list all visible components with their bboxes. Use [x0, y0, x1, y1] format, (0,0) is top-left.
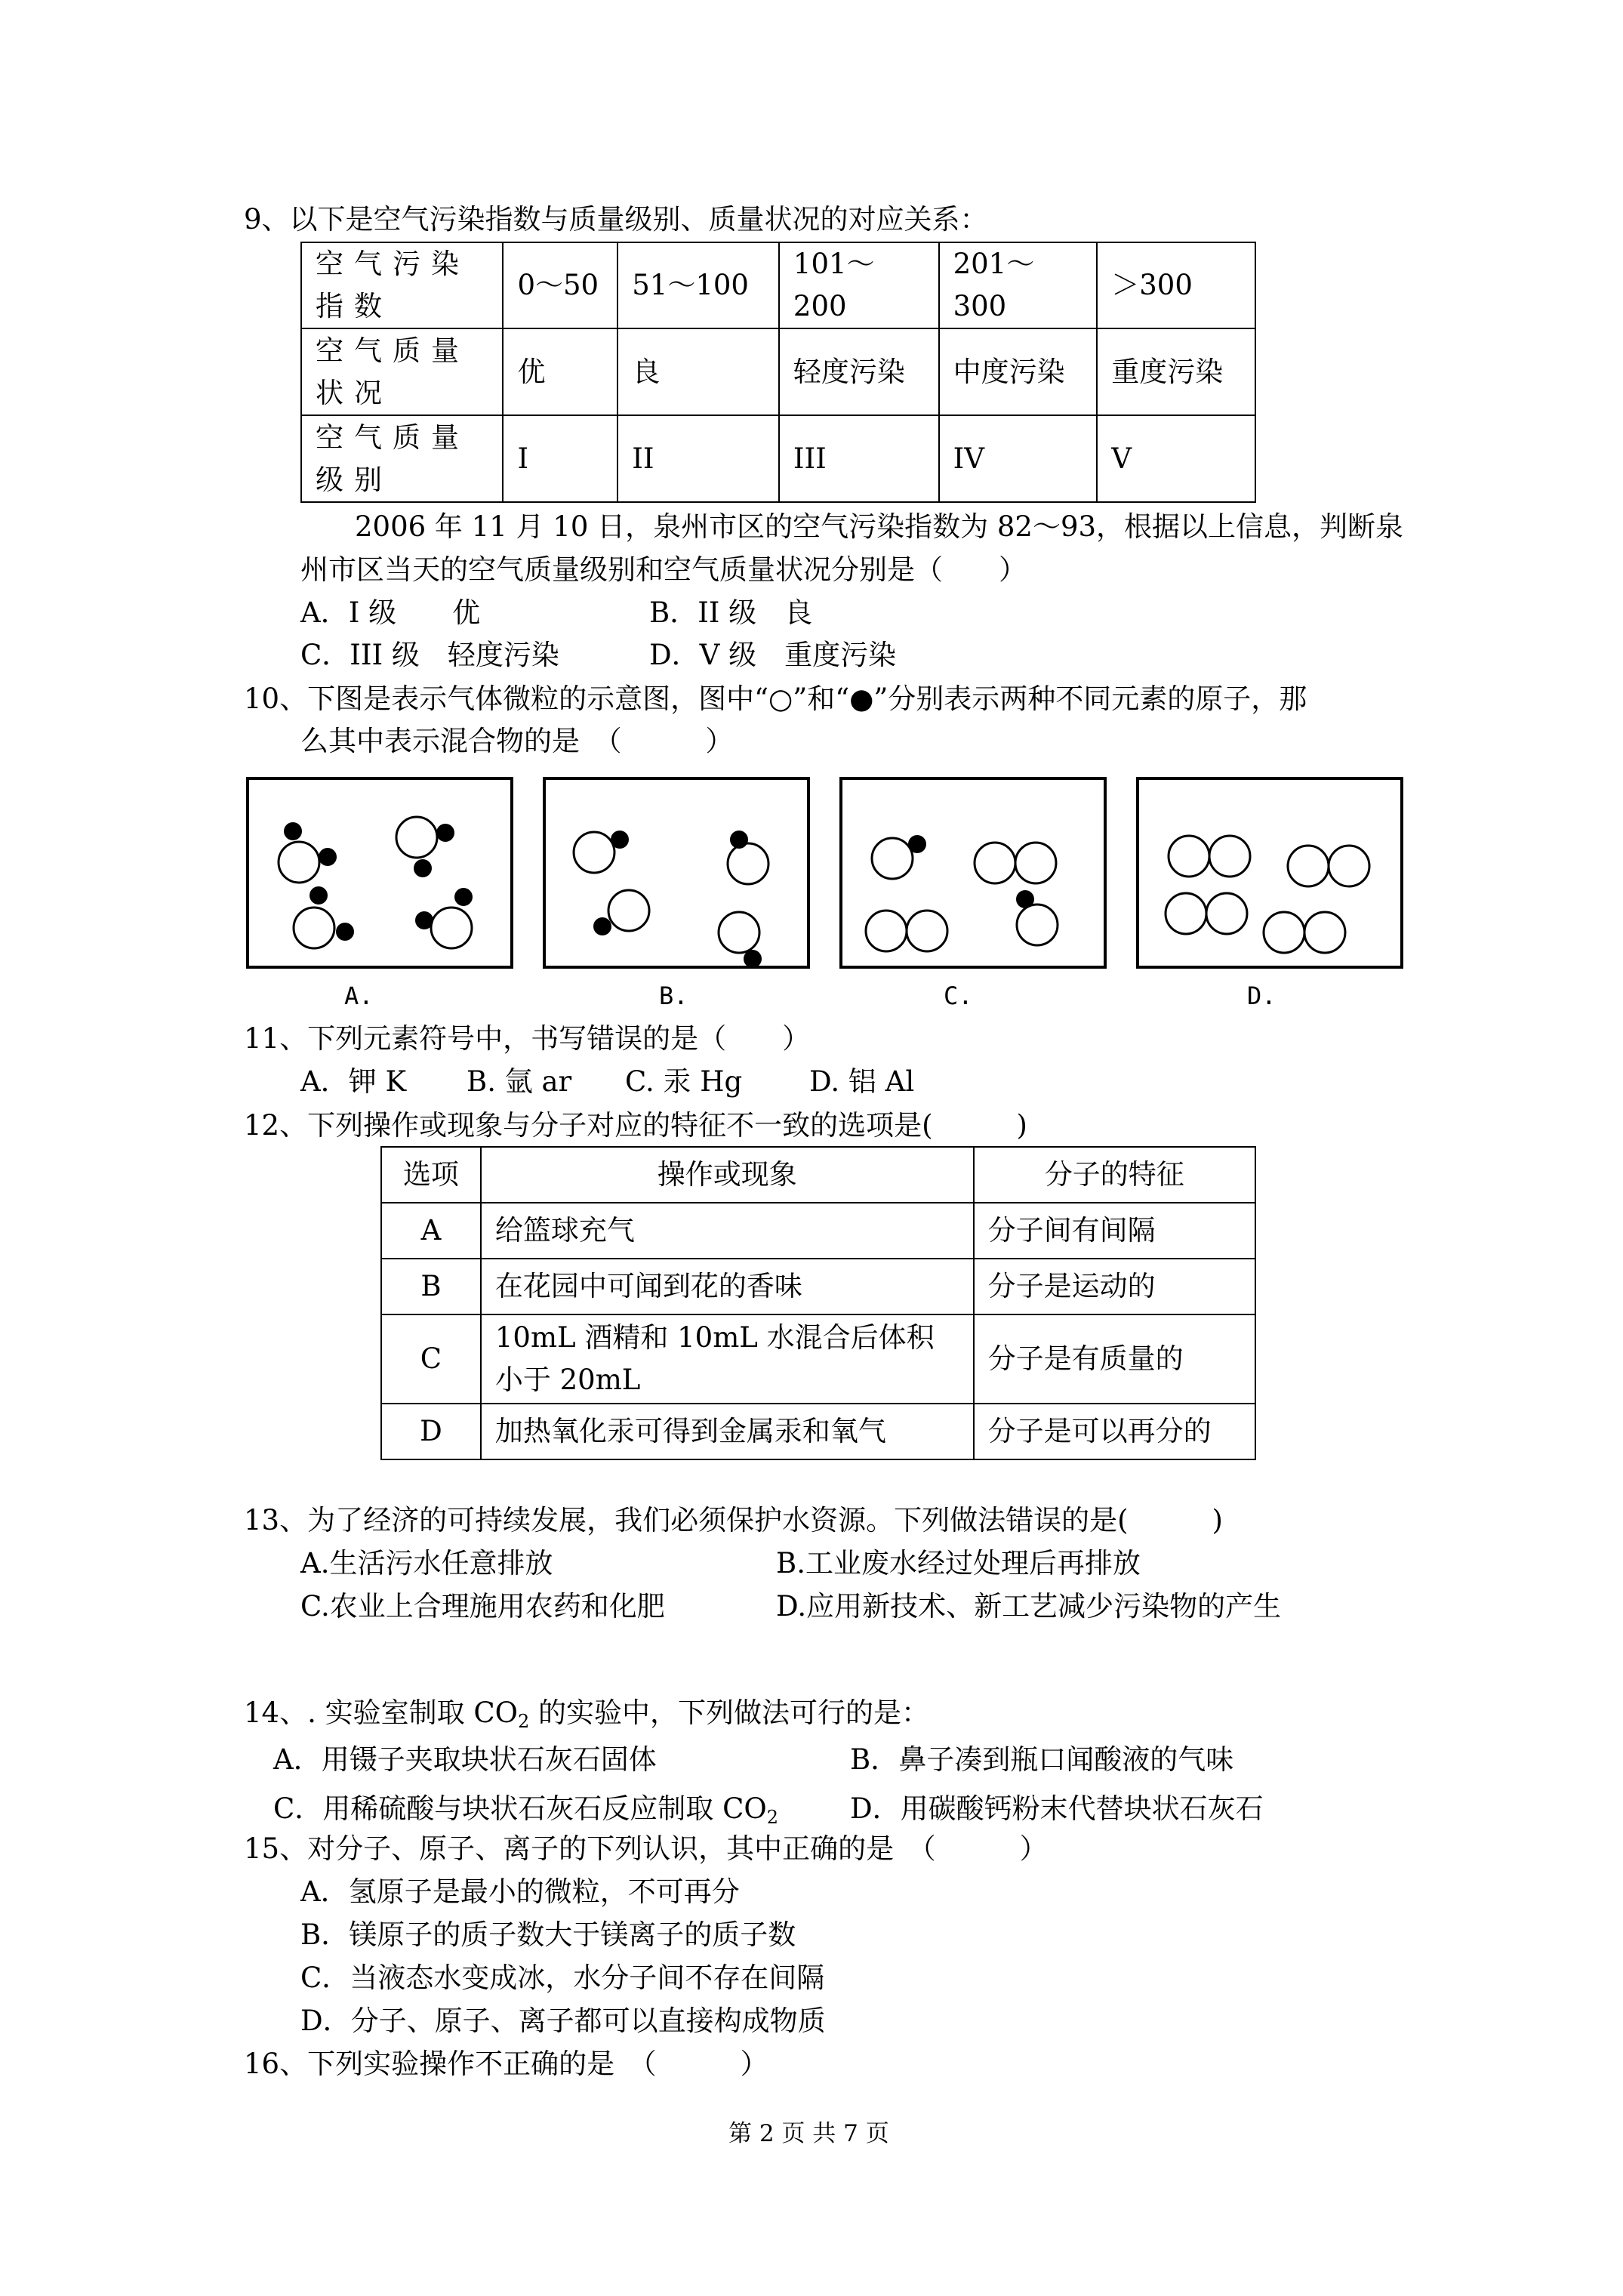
cell-index-3: 101～200: [779, 242, 939, 328]
q12-row-b-option: B: [381, 1259, 481, 1314]
cell-index-1: 0～50: [503, 242, 617, 328]
q12-row-d-feature: 分子是可以再分的: [974, 1404, 1255, 1459]
q9-option-b: B．II 级 良: [649, 596, 813, 629]
q9-air-quality-table: [300, 242, 1256, 503]
q10-line1: 10、下图是表示气体微粒的示意图，图中“○”和“●”分别表示两种不同元素的原子，那: [244, 683, 1307, 715]
q12-row-c-feature: 分子是有质量的: [974, 1314, 1255, 1404]
cell-status-1: 优: [503, 328, 617, 415]
q12-table: [380, 1146, 1256, 1460]
q9-context-line2: 州市区当天的空气质量级别和空气质量状况分别是（ ）: [300, 553, 1027, 586]
q15-option-c: C．当液态水变成冰，水分子间不存在间隔: [300, 1962, 825, 1994]
q11-option-c: C. 汞 Hg: [625, 1065, 743, 1098]
cell-status-4: 中度污染: [939, 328, 1098, 415]
cell-level-4: IV: [939, 415, 1098, 502]
q9-stem: 9、以下是空气污染指数与质量级别、质量状况的对应关系：: [244, 203, 988, 236]
q10-label-a: A.: [344, 982, 374, 1010]
q11-option-b: B. 氩 ar: [467, 1065, 572, 1098]
cell-level-2: II: [617, 415, 779, 502]
cell-level-5: V: [1097, 415, 1255, 502]
q9-option-c: C．III 级 轻度污染: [300, 639, 559, 671]
q12-row-d-option: D: [381, 1404, 481, 1459]
page-footer: 第 2 页 共 7 页: [728, 2120, 889, 2147]
q13-option-c: C.农业上合理施用农药和化肥: [300, 1590, 665, 1623]
q14-stem-post: 的实验中，下列做法可行的是：: [529, 1697, 930, 1729]
q12-row-b-feature: 分子是运动的: [974, 1259, 1255, 1314]
q14-option-d: D．用碳酸钙粉末代替块状石灰石: [850, 1792, 1264, 1825]
q14-stem: [244, 1697, 930, 1732]
q14-stem-pre: 14、. 实验室制取 CO: [244, 1697, 519, 1729]
q15-option-a: A．氢原子是最小的微粒，不可再分: [300, 1875, 740, 1908]
row-header-index: 空气污染指数: [301, 242, 503, 328]
cell-status-5: 重度污染: [1097, 328, 1255, 415]
q10-diagram-b: [543, 777, 810, 969]
cell-index-2: 51～100: [617, 242, 779, 328]
q10-label-c: C.: [944, 982, 973, 1010]
cell-index-5: ＞300: [1097, 242, 1255, 328]
q12-row-b-operation: 在花园中可闻到花的香味: [481, 1259, 974, 1314]
q13-option-d: D.应用新技术、新工艺减少污染物的产生: [776, 1590, 1282, 1623]
q15-option-b: B．镁原子的质子数大于镁离子的质子数: [300, 1918, 796, 1951]
q13-stem: 13、为了经济的可持续发展，我们必须保护水资源。下列做法错误的是( ): [244, 1504, 1223, 1536]
q9-context-line1: 2006 年 11 月 10 日，泉州市区的空气污染指数为 82～93，根据以上信息，判断泉: [355, 510, 1404, 543]
q12-row-a-operation: 给篮球充气: [481, 1203, 974, 1259]
q12-row-c-operation: 10mL 酒精和 10mL 水混合后体积小于 20mL: [481, 1314, 974, 1404]
q15-stem: 15、对分子、原子、离子的下列认识，其中正确的是 （ ）: [244, 1832, 1048, 1865]
q14-option-b: B．鼻子凑到瓶口闻酸液的气味: [850, 1743, 1234, 1776]
row-header-status: 空气质量状况: [301, 328, 503, 415]
q14-option-c-text: C．用稀硫酸与块状石灰石反应制取 CO: [273, 1792, 767, 1825]
q10-label-b: B.: [659, 982, 688, 1010]
q12-row-a-feature: 分子间有间隔: [974, 1203, 1255, 1259]
q11-option-a: A．钾 K: [300, 1065, 407, 1098]
q10-label-d: D.: [1247, 982, 1277, 1010]
cell-status-2: 良: [617, 328, 779, 415]
q12-row-a-option: A: [381, 1203, 481, 1259]
q9-option-a: A．I 级 优: [300, 596, 481, 629]
q9-option-d: D．V 级 重度污染: [649, 639, 897, 671]
cell-index-4: 201～300: [939, 242, 1098, 328]
q13-option-a: A.生活污水任意排放: [300, 1547, 553, 1579]
q12-row-c-option: C: [381, 1314, 481, 1404]
q14-stem-subscript: 2: [518, 1711, 530, 1732]
q12-stem: 12、下列操作或现象与分子对应的特征不一致的选项是( ): [244, 1109, 1027, 1142]
q14-option-c: [273, 1792, 778, 1828]
cell-level-3: III: [779, 415, 939, 502]
q11-stem: 11、下列元素符号中，书写错误的是（ ）: [244, 1022, 811, 1055]
q10-diagram-a: [246, 777, 513, 969]
q14-option-c-subscript: 2: [766, 1807, 778, 1828]
cell-status-3: 轻度污染: [779, 328, 939, 415]
q12-row-d-operation: 加热氧化汞可得到金属汞和氧气: [481, 1404, 974, 1459]
q16-stem: 16、下列实验操作不正确的是 （ ）: [244, 2048, 768, 2080]
q12-header-operation: 操作或现象: [481, 1147, 974, 1203]
q11-option-d: D. 铝 Al: [809, 1065, 915, 1098]
q13-option-b: B.工业废水经过处理后再排放: [776, 1547, 1141, 1579]
q12-header-feature: 分子的特征: [974, 1147, 1255, 1203]
q10-line2: 么其中表示混合物的是 （ ）: [300, 725, 734, 757]
q10-diagram-d: [1136, 777, 1403, 969]
row-header-level: 空气质量级别: [301, 415, 503, 502]
q12-header-option: 选项: [381, 1147, 481, 1203]
q15-option-d: D．分子、原子、离子都可以直接构成物质: [300, 2005, 826, 2037]
q14-option-a: A．用镊子夹取块状石灰石固体: [273, 1743, 657, 1776]
q10-diagram-c: [839, 777, 1107, 969]
cell-level-1: I: [503, 415, 617, 502]
